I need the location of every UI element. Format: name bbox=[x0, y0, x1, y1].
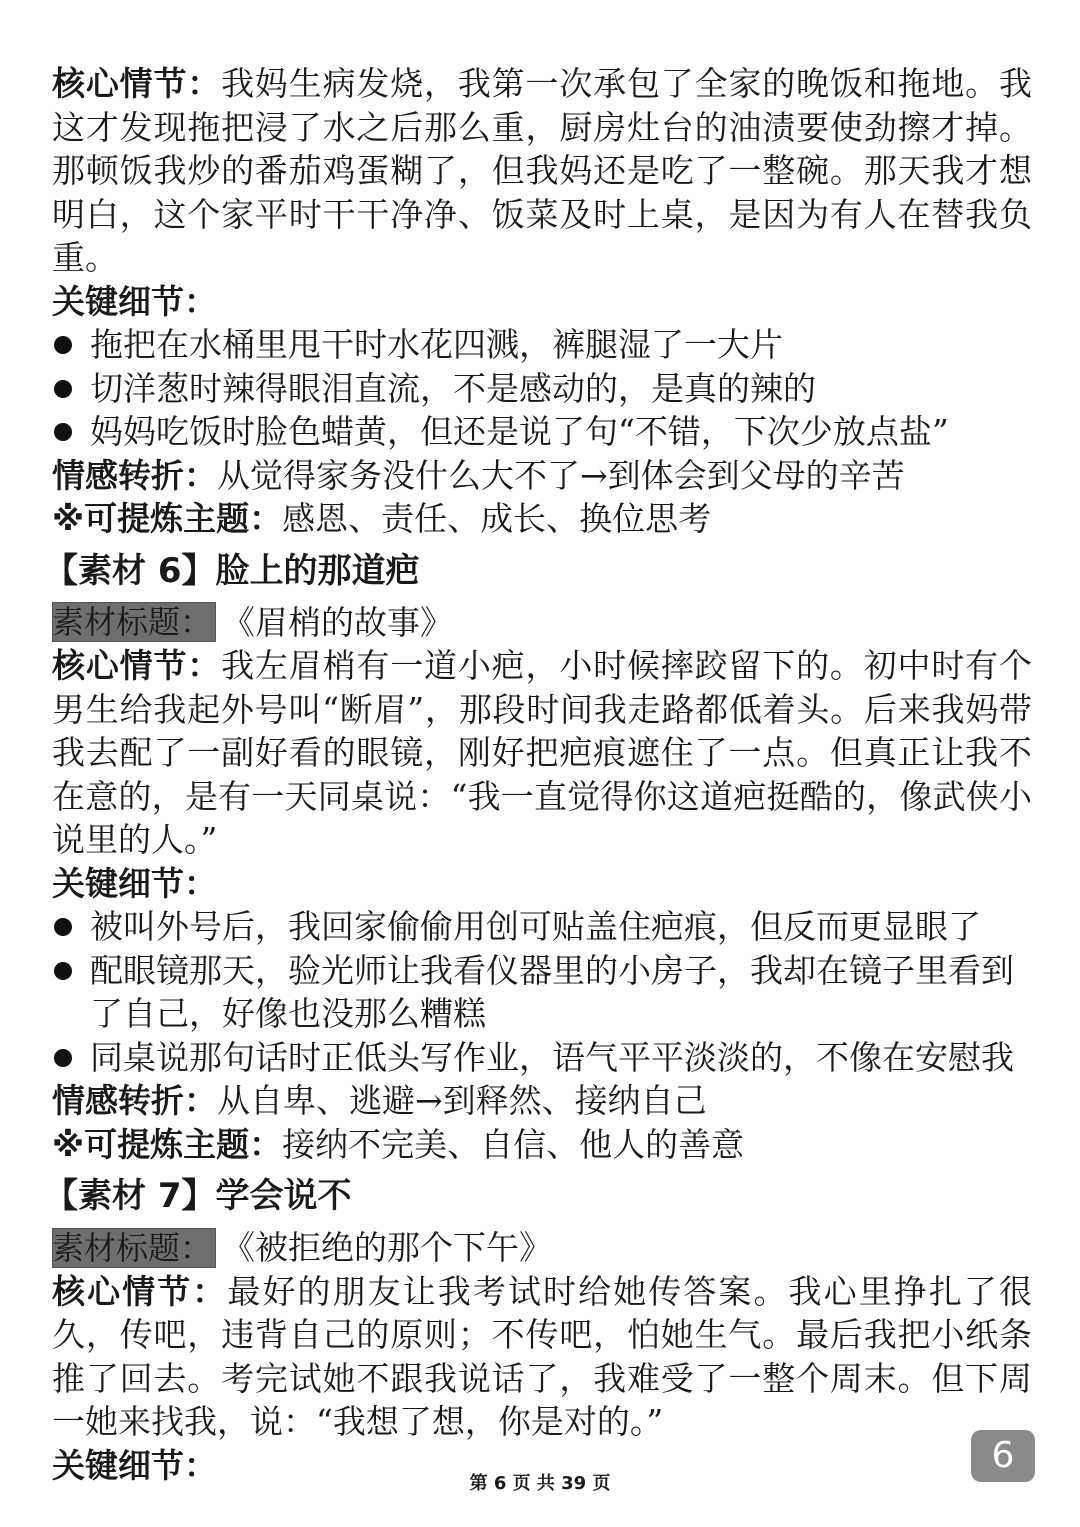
core-plot-text: 我妈生病发烧，我第一次承包了全家的晚饭和拖地。我这才发现拖把浸了水之后那么重，厨房灶台的油渍要使劲擦才掉。那顿饭我炒的番茄鸡蛋糊了，但我妈还是吃了一整碗。那天我才想明白，这个家平时干干净净、饭菜及时上桌，是因为有人在替我负重。 bbox=[52, 64, 1033, 277]
core-plot-label: 核心情节： bbox=[52, 646, 222, 685]
theme-text: 感恩、责任、成长、换位思考 bbox=[282, 499, 712, 538]
bullet-icon bbox=[54, 918, 72, 936]
core-plot-paragraph bbox=[52, 644, 1032, 862]
emotional-turn-text: 从自卑、逃避→到释然、接纳自己 bbox=[217, 1081, 707, 1120]
page-number-badge: 6 bbox=[971, 1430, 1035, 1482]
key-details-label: 关键细节： bbox=[52, 863, 217, 903]
theme-line bbox=[52, 1123, 1032, 1167]
bullet-icon bbox=[54, 336, 72, 354]
list-item-text: 同桌说那句话时正低头写作业，语气平平淡淡的，不像在安慰我 bbox=[90, 1037, 1014, 1077]
core-plot-label: 核心情节： bbox=[52, 1271, 228, 1311]
bullet-icon bbox=[54, 962, 72, 980]
section-heading: 【素材 6】脸上的那道疤 bbox=[44, 550, 420, 591]
theme-line bbox=[52, 497, 1032, 541]
list-item-text: 拖把在水桶里甩干时水花四溅，裤腿湿了一大片 bbox=[90, 325, 783, 364]
list-item bbox=[52, 949, 1032, 1036]
emotional-turn-text: 从觉得家务没什么大不了→到体会到父母的辛苦 bbox=[217, 455, 905, 495]
theme-label: ※可提炼主题： bbox=[52, 1124, 283, 1164]
material-title-row bbox=[52, 601, 1032, 645]
list-item bbox=[52, 323, 1032, 367]
emotional-turn-line bbox=[52, 454, 1032, 498]
key-details-label: 关键细节： bbox=[52, 281, 217, 321]
core-plot-text: 最好的朋友让我考试时给她传答案。我心里挣扎了很久，传吧，违背自己的原则；不传吧，怕她生气。最后我把小纸条推了回去。考完试她不跟我说话了，我难受了一整个周末。但下周一她来找我，说：“我想了想，你是对的。” bbox=[52, 1271, 1033, 1441]
bullet-icon bbox=[54, 1049, 72, 1067]
list-item bbox=[52, 905, 1032, 949]
list-item bbox=[52, 367, 1032, 411]
material-title-text: 《被拒绝的那个下午》 bbox=[222, 1228, 552, 1267]
bullet-icon bbox=[54, 380, 72, 398]
list-item-text: 妈妈吃饭时脸色蜡黄，但还是说了句“不错，下次少放点盐” bbox=[90, 412, 949, 451]
material-title-label: 素材标题： bbox=[52, 602, 216, 642]
list-item bbox=[52, 1036, 1032, 1080]
core-plot-paragraph bbox=[52, 62, 1032, 280]
document-page bbox=[44, 62, 1033, 1487]
list-item-text: 切洋葱时辣得眼泪直流，不是感动的，是真的辣的 bbox=[90, 368, 816, 408]
theme-label: ※可提炼主题： bbox=[52, 499, 283, 538]
core-plot-text: 我左眉梢有一道小疤，小时候摔跤留下的。初中时有个男生给我起外号叫“断眉”，那段时间我走路都低着头。后来我妈带我去配了一副好看的眼镜，刚好把疤痕遮住了一点。但真正让我不在意的，是有一天同桌说：“我一直觉得你这道疤挺酷的，像武侠小说里的人。” bbox=[52, 646, 1033, 859]
list-item-text: 配眼镜那天，验光师让我看仪器里的小房子，我却在镜子里看到了自己，好像也没那么糟糕 bbox=[90, 950, 1014, 1033]
list-item-text: 被叫外号后，我回家偷偷用创可贴盖住疤痕，但反而更显眼了 bbox=[90, 907, 981, 946]
list-item bbox=[52, 410, 1032, 454]
emotional-turn-label: 情感转折： bbox=[52, 455, 217, 495]
key-details-list bbox=[52, 323, 1032, 454]
emotional-turn-line bbox=[52, 1079, 1032, 1123]
section-heading: 【素材 7】学会说不 bbox=[44, 1176, 352, 1216]
bullet-icon bbox=[54, 423, 72, 441]
theme-text: 接纳不完美、自信、他人的善意 bbox=[282, 1124, 745, 1164]
key-details-list bbox=[52, 905, 1032, 1079]
material-title-row bbox=[52, 1226, 1032, 1270]
emotional-turn-label: 情感转折： bbox=[52, 1081, 217, 1120]
key-details-label: 关键细节： bbox=[52, 1445, 217, 1485]
material-title-text: 《眉梢的故事》 bbox=[222, 602, 453, 642]
core-plot-paragraph bbox=[52, 1270, 1032, 1444]
page-footer: 第 6 页 共 39 页 bbox=[469, 1473, 611, 1494]
material-title-label: 素材标题： bbox=[52, 1228, 216, 1268]
core-plot-label: 核心情节： bbox=[52, 64, 222, 103]
